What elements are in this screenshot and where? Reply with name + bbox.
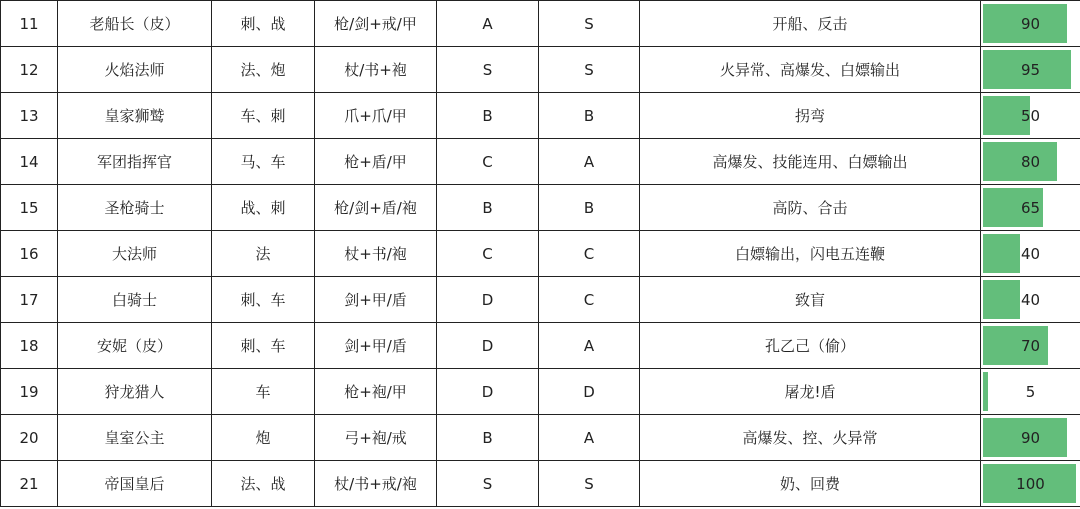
cell-text-desc: 致盲 bbox=[794, 291, 825, 309]
table-row[interactable] bbox=[1, 369, 1080, 415]
equipment[interactable] bbox=[315, 93, 437, 139]
table-row[interactable] bbox=[1, 1, 1080, 47]
cell-text-grade1: D bbox=[481, 336, 494, 355]
equipment[interactable] bbox=[315, 1, 437, 47]
score-value: 40 bbox=[1020, 244, 1041, 263]
row-number[interactable] bbox=[1, 323, 58, 369]
cell-text-desc: 奶、回费 bbox=[779, 475, 840, 493]
cell-text-name: 老船长（皮） bbox=[89, 15, 180, 33]
cell-text-grade2: A bbox=[583, 336, 595, 355]
equipment[interactable] bbox=[315, 415, 437, 461]
grade-2[interactable] bbox=[539, 47, 640, 93]
cell-text-desc: 火异常、高爆发、白嫖输出 bbox=[719, 61, 900, 79]
description[interactable] bbox=[640, 415, 981, 461]
cell-text-grade1: A bbox=[482, 14, 493, 33]
score-value: 65 bbox=[1020, 198, 1041, 217]
hero-type[interactable] bbox=[212, 323, 315, 369]
score-value: 100 bbox=[1016, 474, 1045, 493]
hero-type[interactable] bbox=[212, 47, 315, 93]
cell-text-grade2: B bbox=[583, 106, 595, 125]
cell-text-grade2: C bbox=[583, 244, 595, 263]
cell-text-desc: 拐弯 bbox=[794, 107, 825, 125]
hero-type[interactable] bbox=[212, 415, 315, 461]
description[interactable] bbox=[640, 1, 981, 47]
score-data-bar bbox=[983, 372, 988, 411]
cell-text-type: 车 bbox=[255, 383, 271, 401]
cell-text-name: 皇家狮鹫 bbox=[104, 107, 165, 125]
grade-1[interactable] bbox=[437, 93, 539, 139]
cell-text-equip: 枪+袍/甲 bbox=[344, 383, 407, 401]
score-value: 90 bbox=[1020, 428, 1041, 447]
cell-text-id: 17 bbox=[19, 290, 39, 309]
equipment[interactable] bbox=[315, 185, 437, 231]
row-number[interactable] bbox=[1, 47, 58, 93]
cell-text-id: 20 bbox=[19, 428, 39, 447]
grade-2[interactable] bbox=[539, 93, 640, 139]
row-number[interactable] bbox=[1, 93, 58, 139]
hero-type[interactable] bbox=[212, 93, 315, 139]
equipment[interactable] bbox=[315, 139, 437, 185]
row-number[interactable] bbox=[1, 415, 58, 461]
cell-text-type: 法、炮 bbox=[240, 61, 286, 79]
equipment[interactable] bbox=[315, 47, 437, 93]
cell-text-equip: 杖+书/袍 bbox=[344, 245, 407, 263]
grade-1[interactable] bbox=[437, 231, 539, 277]
cell-text-equip: 爪+爪/甲 bbox=[344, 107, 407, 125]
description[interactable] bbox=[640, 369, 981, 415]
hero-type[interactable] bbox=[212, 1, 315, 47]
grade-1[interactable] bbox=[437, 415, 539, 461]
hero-type[interactable] bbox=[212, 139, 315, 185]
hero-name[interactable] bbox=[58, 277, 212, 323]
description[interactable] bbox=[640, 231, 981, 277]
cell-text-grade2: C bbox=[583, 290, 595, 309]
table-row[interactable] bbox=[1, 47, 1080, 93]
hero-name[interactable] bbox=[58, 139, 212, 185]
description[interactable] bbox=[640, 461, 981, 507]
cell-text-name: 帝国皇后 bbox=[104, 475, 165, 493]
cell-text-grade1: C bbox=[482, 244, 493, 263]
description[interactable] bbox=[640, 277, 981, 323]
hero-name[interactable] bbox=[58, 231, 212, 277]
cell-text-type: 刺、车 bbox=[240, 291, 286, 309]
cell-text-id: 15 bbox=[19, 198, 39, 217]
score-value: 70 bbox=[1020, 336, 1041, 355]
cell-text-equip: 枪+盾/甲 bbox=[344, 153, 407, 171]
grade-2[interactable] bbox=[539, 231, 640, 277]
cell-text-type: 战、刺 bbox=[240, 199, 286, 217]
cell-text-name: 大法师 bbox=[111, 245, 157, 263]
cell-text-name: 火焰法师 bbox=[104, 61, 165, 79]
cell-text-type: 车、刺 bbox=[240, 107, 286, 125]
cell-text-grade1: B bbox=[482, 428, 493, 447]
cell-text-desc: 高防、合击 bbox=[772, 199, 848, 217]
score-cell[interactable] bbox=[981, 139, 1080, 185]
score-cell[interactable] bbox=[981, 461, 1080, 507]
table-row[interactable] bbox=[1, 461, 1080, 507]
cell-text-desc: 白嫖输出，闪电五连鞭 bbox=[734, 245, 885, 263]
row-number[interactable] bbox=[1, 461, 58, 507]
cell-text-id: 14 bbox=[19, 152, 39, 171]
score-value: 90 bbox=[1020, 14, 1041, 33]
score-cell[interactable] bbox=[981, 369, 1080, 415]
cell-text-grade1: S bbox=[482, 474, 493, 493]
hero-type[interactable] bbox=[212, 369, 315, 415]
grade-1[interactable] bbox=[437, 1, 539, 47]
score-value: 80 bbox=[1020, 152, 1041, 171]
cell-text-grade2: D bbox=[583, 382, 595, 401]
hero-name[interactable] bbox=[58, 1, 212, 47]
equipment[interactable] bbox=[315, 323, 437, 369]
score-value: 95 bbox=[1020, 60, 1041, 79]
description[interactable] bbox=[640, 93, 981, 139]
cell-text-name: 圣枪骑士 bbox=[104, 199, 165, 217]
row-number[interactable] bbox=[1, 139, 58, 185]
cell-text-desc: 屠龙!盾 bbox=[784, 383, 836, 401]
cell-text-id: 18 bbox=[19, 336, 39, 355]
cell-text-grade2: S bbox=[584, 474, 594, 493]
cell-text-grade2: S bbox=[584, 60, 594, 79]
table-row[interactable] bbox=[1, 415, 1080, 461]
row-number[interactable] bbox=[1, 1, 58, 47]
cell-text-type: 法 bbox=[255, 245, 271, 263]
cell-text-desc: 孔乙己（偷） bbox=[764, 337, 855, 355]
table-row[interactable] bbox=[1, 277, 1080, 323]
cell-text-desc: 开船、反击 bbox=[772, 15, 848, 33]
hero-name[interactable] bbox=[58, 93, 212, 139]
grade-2[interactable] bbox=[539, 461, 640, 507]
cell-text-type: 刺、战 bbox=[240, 15, 286, 33]
cell-text-grade1: B bbox=[482, 106, 493, 125]
cell-text-equip: 剑+甲/盾 bbox=[344, 337, 407, 355]
cell-text-equip: 剑+甲/盾 bbox=[344, 291, 407, 309]
grade-2[interactable] bbox=[539, 277, 640, 323]
cell-text-id: 21 bbox=[19, 474, 39, 493]
table-body bbox=[1, 1, 1080, 507]
cell-text-equip: 枪/剑+戒/甲 bbox=[334, 15, 417, 33]
table-row[interactable] bbox=[1, 185, 1080, 231]
score-cell[interactable] bbox=[981, 277, 1080, 323]
cell-text-name: 白骑士 bbox=[111, 291, 157, 309]
grade-1[interactable] bbox=[437, 185, 539, 231]
cell-text-grade2: A bbox=[583, 152, 595, 171]
hero-name[interactable] bbox=[58, 415, 212, 461]
cell-text-equip: 枪/剑+盾/袍 bbox=[334, 199, 417, 217]
cell-text-equip: 杖/书+戒/袍 bbox=[334, 475, 417, 493]
score-value: 5 bbox=[1025, 382, 1036, 401]
cell-text-desc: 高爆发、技能连用、白嫖输出 bbox=[712, 153, 908, 171]
description[interactable] bbox=[640, 185, 981, 231]
cell-text-id: 19 bbox=[19, 382, 39, 401]
hero-name[interactable] bbox=[58, 47, 212, 93]
row-number[interactable] bbox=[1, 185, 58, 231]
grade-2[interactable] bbox=[539, 323, 640, 369]
cell-text-id: 12 bbox=[19, 60, 39, 79]
cell-text-type: 炮 bbox=[255, 429, 271, 447]
hero-name[interactable] bbox=[58, 369, 212, 415]
row-number[interactable] bbox=[1, 369, 58, 415]
score-value: 40 bbox=[1020, 290, 1041, 309]
table-row[interactable] bbox=[1, 139, 1080, 185]
cell-text-name: 狩龙猎人 bbox=[104, 383, 165, 401]
hero-name[interactable] bbox=[58, 323, 212, 369]
description[interactable] bbox=[640, 47, 981, 93]
row-number[interactable] bbox=[1, 231, 58, 277]
score-cell[interactable] bbox=[981, 47, 1080, 93]
grade-1[interactable] bbox=[437, 47, 539, 93]
row-number[interactable] bbox=[1, 277, 58, 323]
cell-text-name: 皇室公主 bbox=[104, 429, 165, 447]
score-cell[interactable] bbox=[981, 185, 1080, 231]
cell-text-name: 军团指挥官 bbox=[96, 153, 172, 171]
cell-text-type: 法、战 bbox=[240, 475, 286, 493]
hero-type[interactable] bbox=[212, 231, 315, 277]
cell-text-grade1: D bbox=[481, 290, 494, 309]
grade-1[interactable] bbox=[437, 277, 539, 323]
hero-type[interactable] bbox=[212, 461, 315, 507]
score-value: 50 bbox=[1020, 106, 1041, 125]
cell-text-grade1: B bbox=[482, 198, 493, 217]
grade-2[interactable] bbox=[539, 415, 640, 461]
score-data-bar bbox=[983, 280, 1020, 319]
score-cell[interactable] bbox=[981, 93, 1080, 139]
cell-text-id: 16 bbox=[19, 244, 39, 263]
cell-text-name: 安妮（皮） bbox=[96, 337, 172, 355]
score-data-bar bbox=[983, 234, 1020, 273]
score-cell[interactable] bbox=[981, 1, 1080, 47]
equipment[interactable] bbox=[315, 231, 437, 277]
equipment[interactable] bbox=[315, 369, 437, 415]
grade-2[interactable] bbox=[539, 369, 640, 415]
grade-1[interactable] bbox=[437, 369, 539, 415]
hero-type[interactable] bbox=[212, 277, 315, 323]
score-cell[interactable] bbox=[981, 323, 1080, 369]
score-cell[interactable] bbox=[981, 231, 1080, 277]
cell-text-grade2: S bbox=[584, 14, 594, 33]
cell-text-grade1: S bbox=[482, 60, 493, 79]
grade-1[interactable] bbox=[437, 139, 539, 185]
grade-1[interactable] bbox=[437, 323, 539, 369]
hero-name[interactable] bbox=[58, 461, 212, 507]
hero-type[interactable] bbox=[212, 185, 315, 231]
description[interactable] bbox=[640, 323, 981, 369]
description[interactable] bbox=[640, 139, 981, 185]
cell-text-id: 11 bbox=[19, 14, 39, 33]
cell-text-type: 马、车 bbox=[240, 153, 286, 171]
table-row[interactable] bbox=[1, 323, 1080, 369]
cell-text-desc: 高爆发、控、火异常 bbox=[742, 429, 878, 447]
table-row[interactable] bbox=[1, 93, 1080, 139]
cell-text-id: 13 bbox=[19, 106, 39, 125]
grade-2[interactable] bbox=[539, 139, 640, 185]
table-row[interactable] bbox=[1, 231, 1080, 277]
score-cell[interactable] bbox=[981, 415, 1080, 461]
cell-text-type: 刺、车 bbox=[240, 337, 286, 355]
cell-text-equip: 弓+袍/戒 bbox=[344, 429, 407, 447]
cell-text-grade2: A bbox=[583, 428, 595, 447]
equipment[interactable] bbox=[315, 461, 437, 507]
grade-2[interactable] bbox=[539, 185, 640, 231]
cell-text-grade1: D bbox=[481, 382, 494, 401]
grade-2[interactable] bbox=[539, 1, 640, 47]
cell-text-grade2: B bbox=[583, 198, 595, 217]
grade-1[interactable] bbox=[437, 461, 539, 507]
cell-text-grade1: C bbox=[482, 152, 493, 171]
equipment[interactable] bbox=[315, 277, 437, 323]
hero-name[interactable] bbox=[58, 185, 212, 231]
cell-text-equip: 杖/书+袍 bbox=[344, 61, 407, 79]
